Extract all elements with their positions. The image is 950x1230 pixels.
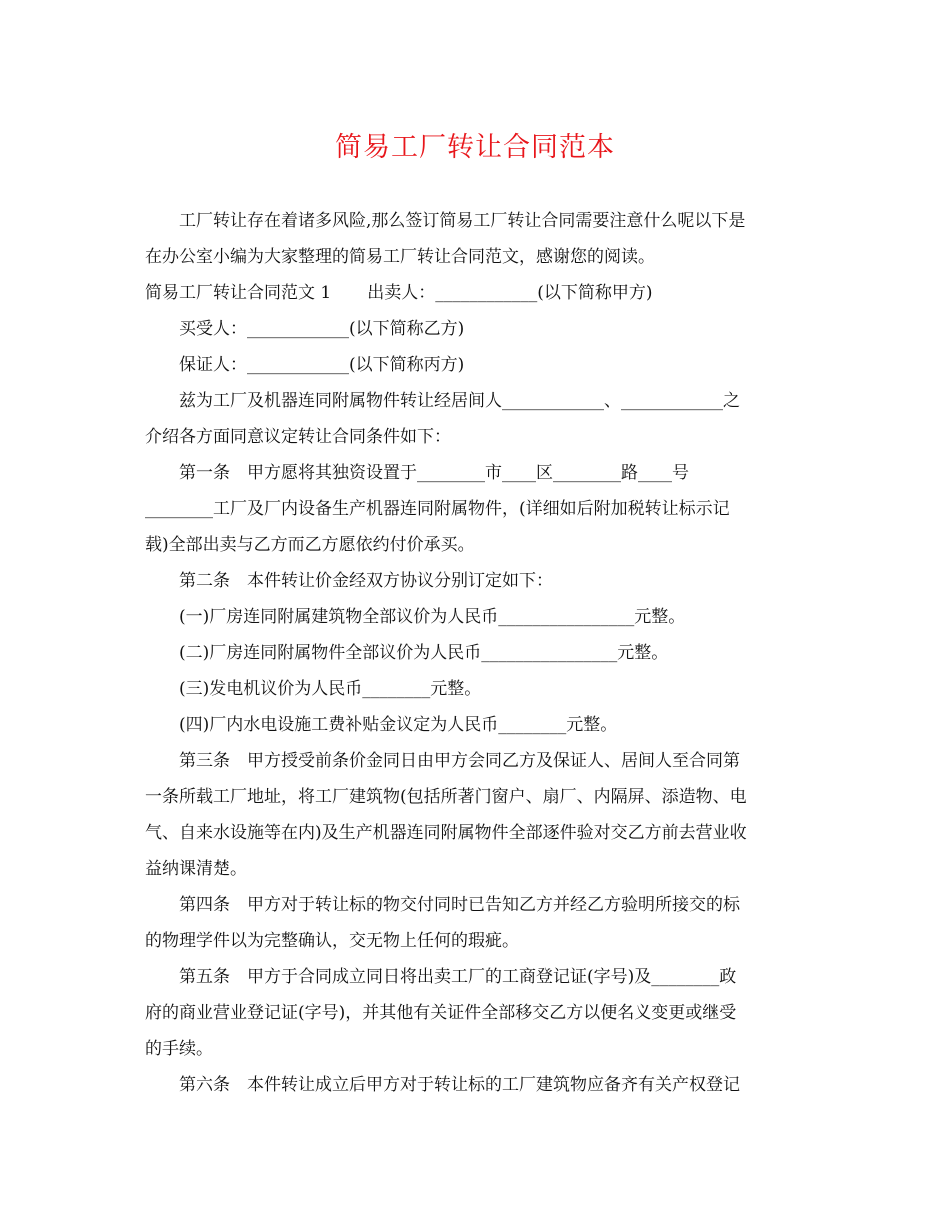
intro-paragraph-line: 工厂转让存在着诸多风险,那么签订简易工厂转让合同需要注意什么呢以下是 xyxy=(179,211,746,231)
preamble-line: 介绍各方面同意议定转让合同条件如下： xyxy=(145,427,451,447)
article-6-line: 第六条 本件转让成立后甲方对于转让标的工厂建筑物应备齐有关产权登记 xyxy=(179,1075,740,1095)
article-5-line: 的手续。 xyxy=(145,1039,213,1059)
article-3-line: 一条所载工厂地址，将工厂建筑物(包括所著门窗户、扇厂、内隔屏、添造物、电 xyxy=(145,787,747,807)
document-body xyxy=(145,203,810,1103)
article-5-line: 府的商业营业登记证(字号)，并其他有关证件全部移交乙方以便名义变更或继受 xyxy=(145,1003,737,1023)
article-2-item: (四)厂内水电设施工费补贴金议定为人民币________元整。 xyxy=(179,715,618,735)
article-3-line: 益纳课清楚。 xyxy=(145,859,247,879)
article-2-item: (三)发电机议价为人民币________元整。 xyxy=(179,679,482,699)
seller-field: 出卖人：____________(以下简称甲方) xyxy=(367,283,653,303)
article-2-line: 第二条 本件转让价金经双方协议分别订定如下： xyxy=(179,571,553,591)
article-1-line: ________工厂及厂内设备生产机器连同附属物件，(详细如后附加税转让标示记 xyxy=(145,499,730,519)
article-2-item: (一)厂房连同附属建筑物全部议价为人民币________________元整。 xyxy=(179,607,686,627)
intro-paragraph-line: 在办公室小编为大家整理的简易工厂转让合同范文，感谢您的阅读。 xyxy=(145,247,655,267)
article-2-item: (二)厂房连同附属物件全部议价为人民币________________元整。 xyxy=(179,643,669,663)
party-line-seller xyxy=(145,275,810,311)
article-4-line: 第四条 甲方对于转让标的物交付同时已告知乙方并经乙方验明所接交的标 xyxy=(179,895,740,915)
preamble-line: 兹为工厂及机器连同附属物件转让经居间人____________、____________之 xyxy=(179,391,740,411)
buyer-field: 买受人：____________(以下简称乙方) xyxy=(179,319,465,339)
article-1-line: 第一条 甲方愿将其独资设置于________市____区________路____号 xyxy=(179,463,689,483)
article-4-line: 的物理学件以为完整确认，交无物上任何的瑕疵。 xyxy=(145,931,519,951)
guarantor-field: 保证人：____________(以下简称丙方) xyxy=(179,355,465,375)
article-1-line: 载)全部出卖与乙方而乙方愿依约付价承买。 xyxy=(145,535,475,555)
sample-heading: 简易工厂转让合同范文 1 xyxy=(145,283,332,303)
article-5-line: 第五条 甲方于合同成立同日将出卖工厂的工商登记证(字号)及________政 xyxy=(179,967,737,987)
article-3-line: 第三条 甲方授受前条价金同日由甲方会同乙方及保证人、居间人至合同第 xyxy=(179,751,740,771)
article-3-line: 气、自来水设施等在内)及生产机器连同附属物件全部逐件验对交乙方前去营业收 xyxy=(145,823,747,843)
document-title: 简易工厂转让合同范本 xyxy=(335,132,615,163)
